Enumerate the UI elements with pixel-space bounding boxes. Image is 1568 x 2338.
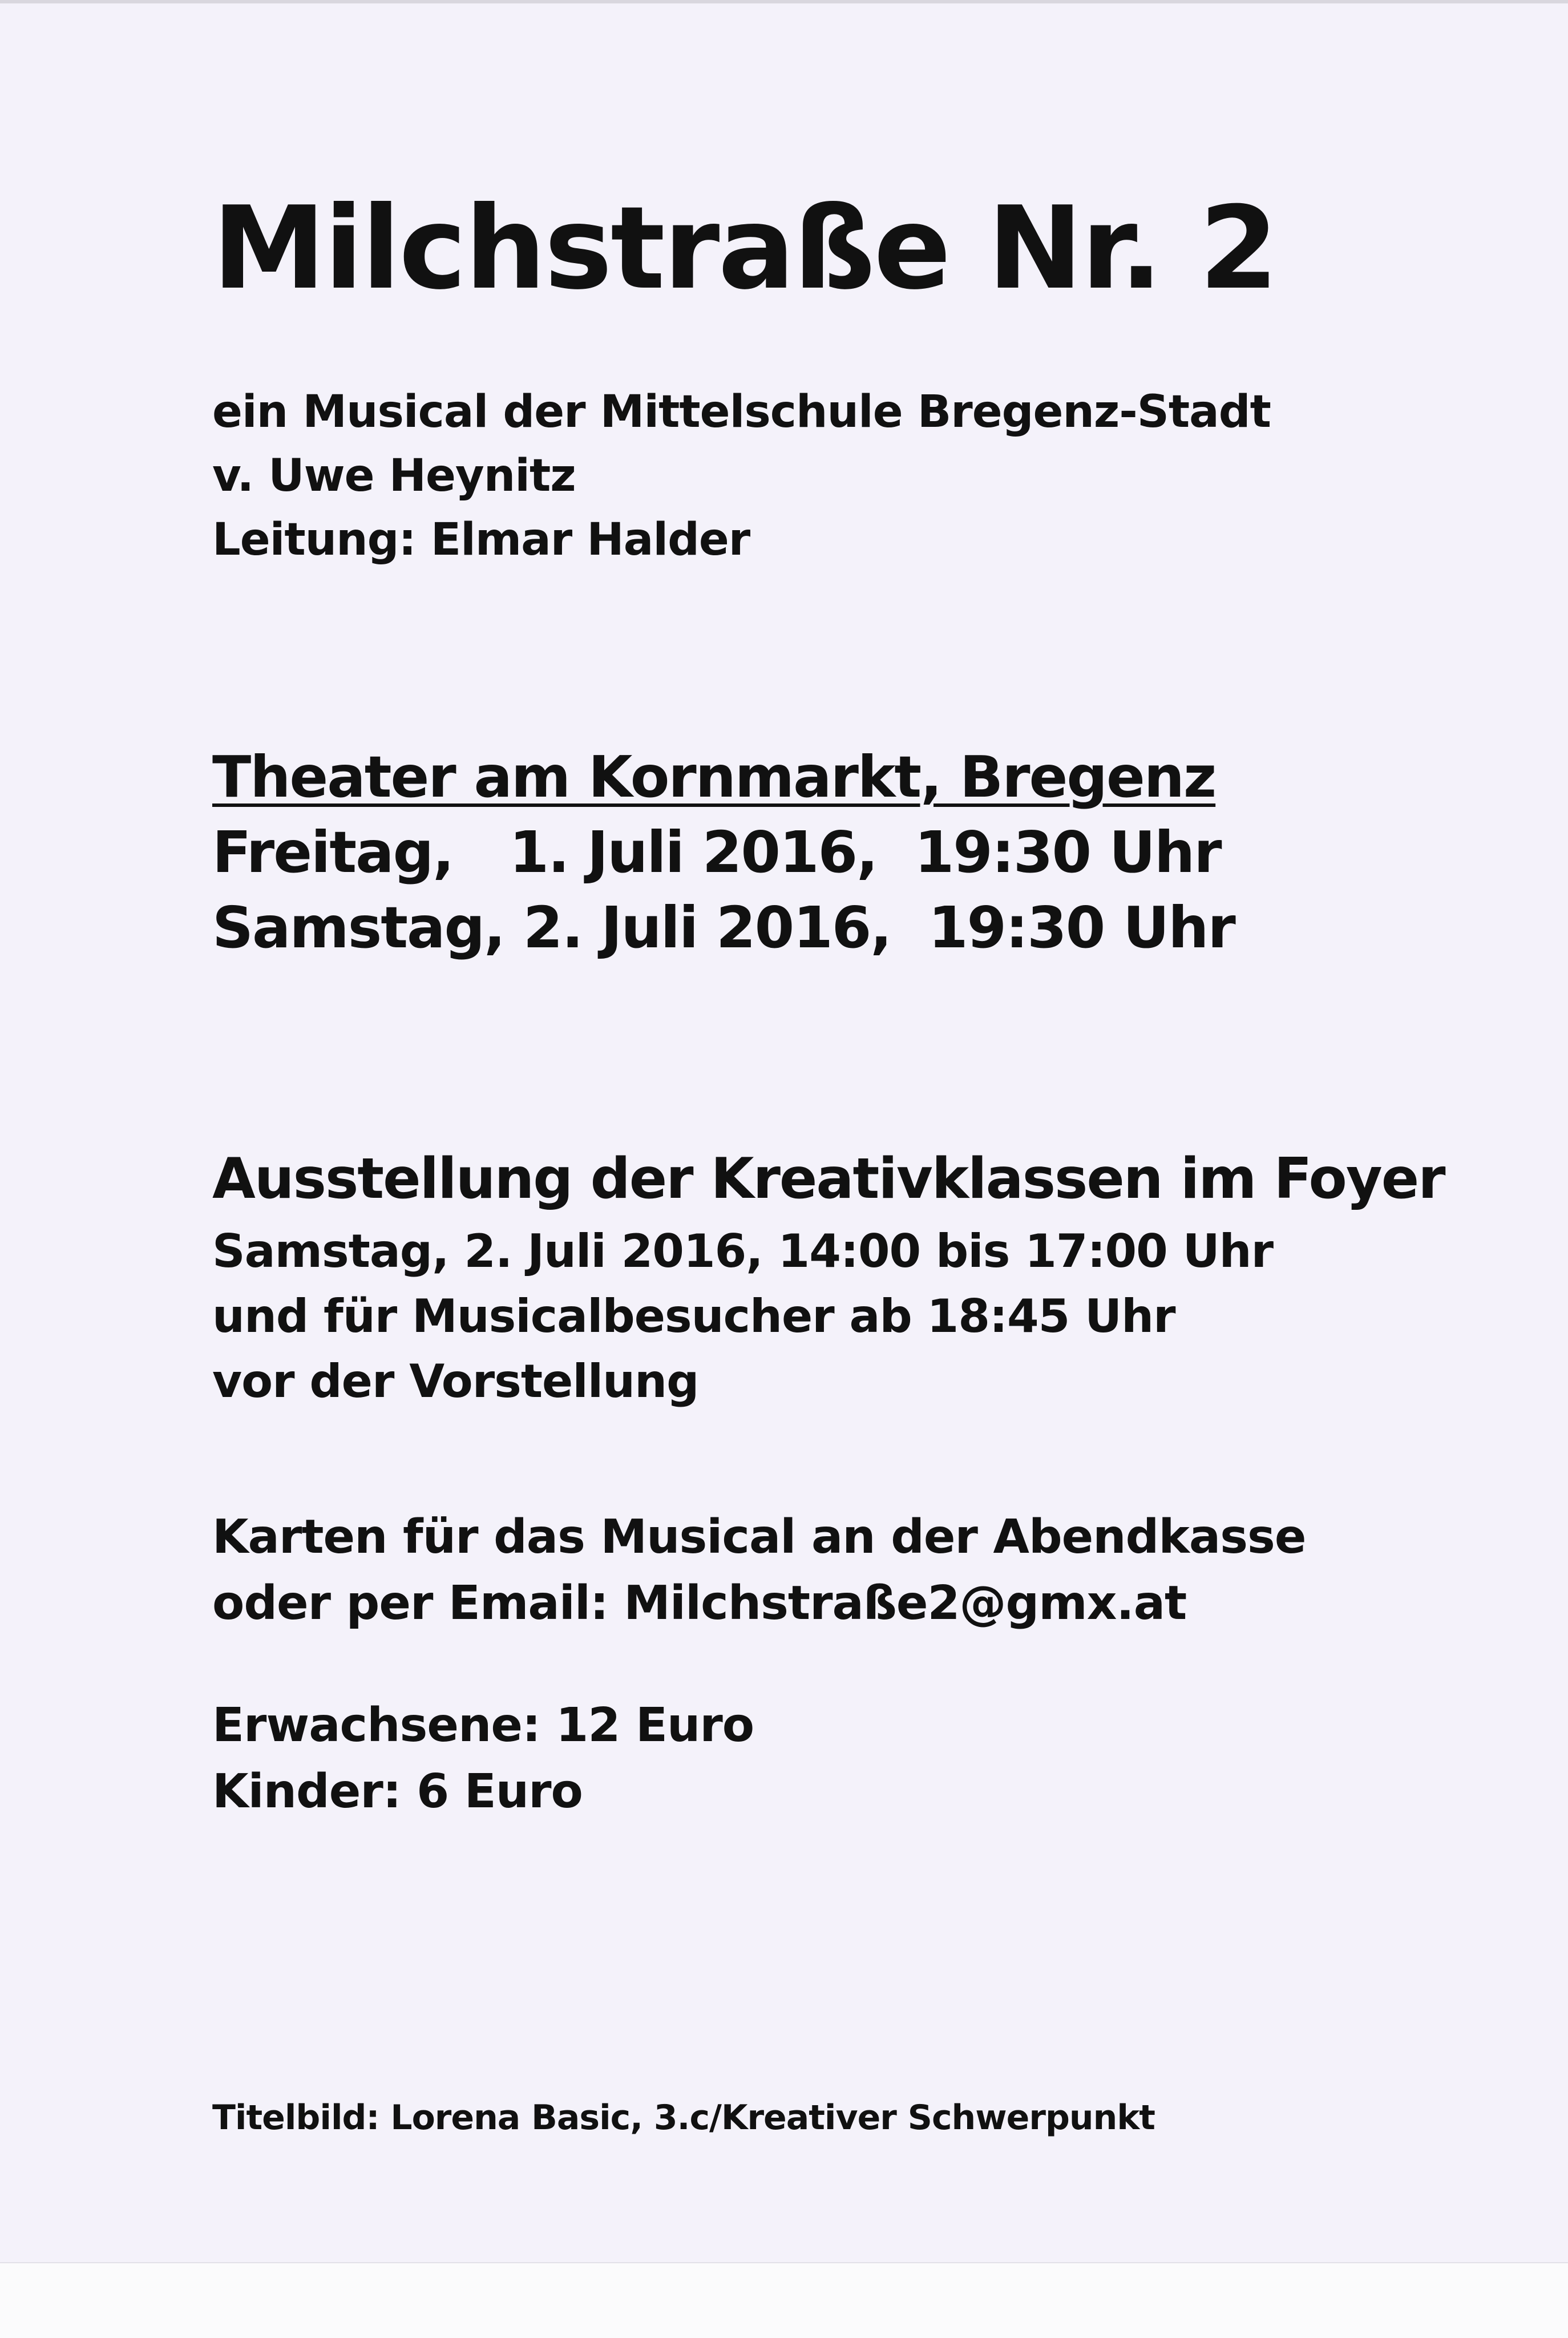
venue-heading: Theater am Kornmarkt, Bregenz xyxy=(212,744,1216,810)
intro-school-line: ein Musical der Mittelschule Bregenz-Stadt xyxy=(212,386,1271,438)
scan-background-strip xyxy=(0,2262,1568,2338)
exhibition-time-line: Samstag, 2. Juli 2016, 14:00 bis 17:00 Uhr xyxy=(212,1225,1274,1278)
price-children: Kinder: 6 Euro xyxy=(212,1764,583,1819)
intro-director-line: Leitung: Elmar Halder xyxy=(212,514,750,566)
page-title: Milchstraße Nr. 2 xyxy=(212,182,1277,315)
exhibition-visitors-line: und für Musicalbesucher ab 18:45 Uhr xyxy=(212,1290,1175,1343)
performance-date-1: Freitag, 1. Juli 2016, 19:30 Uhr xyxy=(212,819,1221,886)
price-adults: Erwachsene: 12 Euro xyxy=(212,1698,754,1753)
performance-date-2: Samstag, 2. Juli 2016, 19:30 Uhr xyxy=(212,894,1235,961)
intro-block xyxy=(212,380,1271,572)
cover-credit-text: Titelbild: Lorena Basic, 3.c/Kreativer Schwerpunkt xyxy=(212,2098,1155,2138)
tickets-block xyxy=(212,1504,1306,1637)
cover-credit xyxy=(212,2092,1155,2143)
tickets-box-office-line: Karten für das Musical an der Abendkasse xyxy=(212,1510,1306,1564)
prices-block xyxy=(212,1693,754,1825)
exhibition-block xyxy=(212,1139,1445,1414)
exhibition-note-line: vor der Vorstellung xyxy=(212,1355,699,1408)
intro-author-line: v. Uwe Heynitz xyxy=(212,450,576,502)
tickets-email-line: oder per Email: Milchstraße2@gmx.at xyxy=(212,1576,1187,1630)
exhibition-heading: Ausstellung der Kreativklassen im Foyer xyxy=(212,1146,1445,1212)
venue-block xyxy=(212,740,1235,966)
